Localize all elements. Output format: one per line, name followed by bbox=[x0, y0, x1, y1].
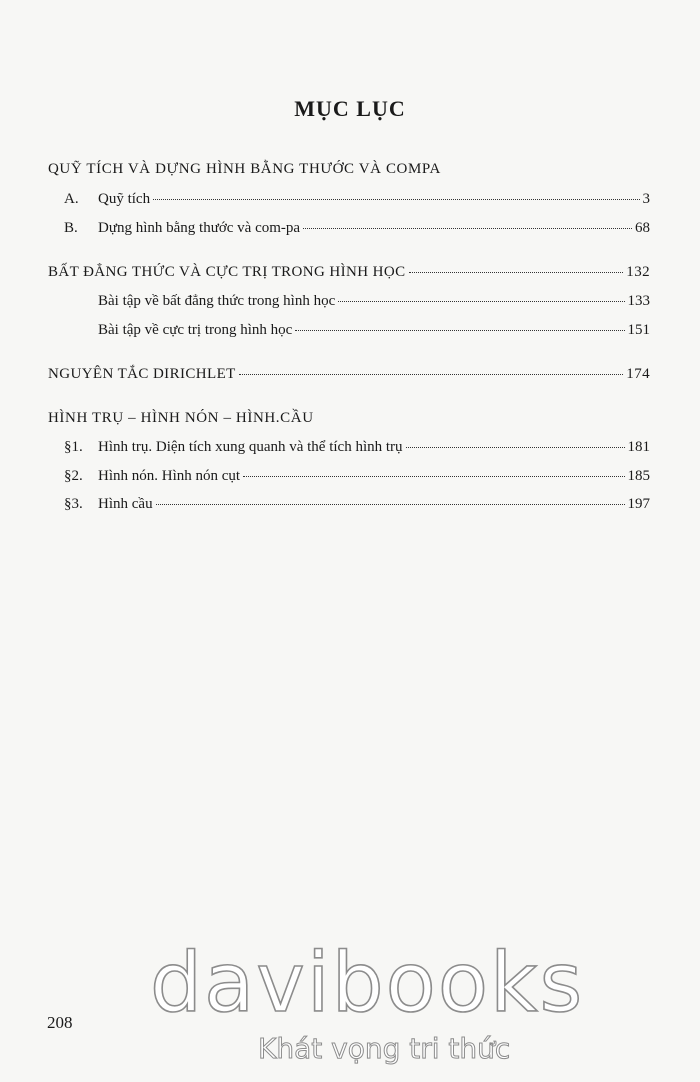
toc-entry[interactable] bbox=[64, 439, 650, 456]
watermark-tagline: Khát vọng tri thức bbox=[258, 1032, 511, 1065]
entry-title: Dựng hình bằng thước và com-pa bbox=[98, 220, 301, 236]
toc-section[interactable] bbox=[48, 366, 650, 383]
section-heading: BẤT ĐẲNG THỨC VÀ CỰC TRỊ TRONG HÌNH HỌC bbox=[48, 264, 406, 280]
entry-title: Hình trụ. Diện tích xung quanh và thể tích hình trụ bbox=[98, 439, 403, 455]
dot-leader bbox=[156, 504, 625, 505]
entry-number: §1. bbox=[64, 439, 83, 455]
toc-entry[interactable] bbox=[64, 220, 650, 237]
toc-entry[interactable] bbox=[98, 293, 650, 310]
section-page: 174 bbox=[626, 366, 650, 382]
dot-leader bbox=[153, 199, 639, 200]
dot-leader bbox=[239, 374, 624, 375]
entry-title: Bài tập về cực trị trong hình học bbox=[98, 322, 293, 338]
dot-leader bbox=[406, 447, 625, 448]
watermark-logo: davibooks bbox=[150, 936, 585, 1031]
entry-page: 185 bbox=[627, 468, 650, 484]
toc-entry[interactable] bbox=[98, 322, 650, 339]
dot-leader bbox=[409, 272, 624, 273]
entry-title: Hình nón. Hình nón cụt bbox=[98, 468, 241, 484]
entry-page: 3 bbox=[642, 191, 650, 207]
entry-title: Quỹ tích bbox=[98, 191, 151, 207]
dot-leader bbox=[338, 301, 624, 302]
entry-page: 151 bbox=[627, 322, 650, 338]
entry-page: 133 bbox=[627, 293, 650, 309]
section-heading[interactable]: QUỸ TÍCH VÀ DỰNG HÌNH BẰNG THƯỚC VÀ COMPA bbox=[48, 161, 441, 177]
entry-number: A. bbox=[64, 191, 79, 207]
dot-leader bbox=[295, 330, 624, 331]
page-number: 208 bbox=[47, 1013, 73, 1032]
entry-number: B. bbox=[64, 220, 78, 236]
page-title: MỤC LỤC bbox=[294, 96, 406, 121]
toc-entry[interactable] bbox=[64, 468, 650, 485]
toc-entry[interactable] bbox=[64, 496, 650, 513]
entry-page: 68 bbox=[635, 220, 650, 236]
toc-entry[interactable] bbox=[64, 191, 650, 208]
entry-page: 197 bbox=[627, 496, 650, 512]
entry-title: Hình cầu bbox=[98, 496, 153, 512]
entry-title: Bài tập về bất đẳng thức trong hình học bbox=[98, 293, 336, 309]
section-page: 132 bbox=[626, 264, 650, 280]
entry-number: §2. bbox=[64, 468, 83, 484]
entry-page: 181 bbox=[627, 439, 650, 455]
section-heading[interactable]: HÌNH TRỤ – HÌNH NÓN – HÌNH.CẦU bbox=[48, 410, 314, 426]
toc-section[interactable] bbox=[48, 264, 650, 281]
entry-number: §3. bbox=[64, 496, 83, 512]
dot-leader bbox=[243, 476, 624, 477]
dot-leader bbox=[303, 228, 632, 229]
section-heading: NGUYÊN TẮC DIRICHLET bbox=[48, 366, 236, 382]
